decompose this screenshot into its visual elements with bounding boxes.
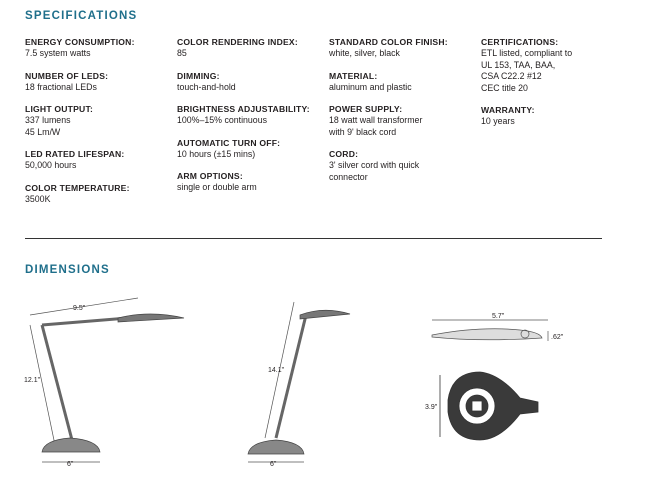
- spec-value: touch-and-hold: [177, 81, 236, 92]
- spec-label: NUMBER OF LEDS:: [25, 70, 109, 81]
- lamp-double-arm-drawing: [30, 298, 184, 462]
- height-label: 14.1": [268, 367, 285, 374]
- base-width-label: 6": [67, 461, 74, 468]
- base-width-label: 6": [270, 461, 277, 468]
- spec-value: 3500K: [25, 193, 51, 204]
- spec-value: 18 watt wall transformer with 9' black cord: [329, 115, 423, 137]
- lamp-single-arm-drawing: [248, 302, 350, 462]
- spec-label: BRIGHTNESS ADJUSTABILITY:: [177, 104, 310, 114]
- specifications-heading: SPECIFICATIONS: [25, 10, 138, 22]
- led-core: [472, 401, 482, 411]
- lamp-head: [118, 314, 184, 322]
- spec-value: white, silver, black: [329, 48, 400, 58]
- spec-value: 85: [177, 48, 187, 58]
- spec-value: aluminum and plastic: [329, 81, 412, 92]
- spec-value: 337 lumens 45 Lm/W: [25, 115, 71, 137]
- spec-value: ETL listed, compliant to UL 153, TAA, BAA, CSA C22.2 #12 CEC title 20: [481, 48, 573, 93]
- lamp-base: [42, 438, 100, 452]
- spec-value: 18 fractional LEDs: [25, 81, 97, 92]
- spec-value: 10 hours (±15 mins): [177, 148, 256, 159]
- dimensions-heading: DIMENSIONS: [25, 264, 110, 276]
- head-top-view-drawing: [440, 372, 538, 440]
- spec-value: 10 years: [481, 116, 515, 126]
- lower-arm: [42, 325, 72, 440]
- depth-label: 3.9": [425, 404, 438, 411]
- spec-label: DIMMING:: [177, 70, 220, 81]
- spec-value: single or double arm: [177, 182, 257, 192]
- reach-label: 9.5": [73, 305, 86, 312]
- spec-label: LIGHT OUTPUT:: [25, 104, 94, 114]
- spec-label: COLOR RENDERING INDEX:: [177, 37, 298, 47]
- upper-arm: [42, 318, 128, 325]
- spec-label: CORD:: [329, 149, 359, 159]
- spec-label: STANDARD COLOR FINISH:: [329, 37, 448, 47]
- lamp-head: [300, 310, 350, 319]
- height-label: 12.1": [24, 377, 41, 384]
- spec-label: MATERIAL:: [329, 70, 378, 81]
- spec-value: 3' silver cord with quick connector: [329, 160, 420, 182]
- spec-label: ARM OPTIONS:: [177, 171, 243, 181]
- spec-label: POWER SUPPLY:: [329, 104, 403, 114]
- spec-label: LED RATED LIFESPAN:: [25, 149, 125, 159]
- spec-value: 100%–15% continuous: [177, 115, 267, 125]
- thickness-label: .62": [551, 334, 564, 341]
- spec-value: 50,000 hours: [25, 160, 77, 170]
- width-label: 5.7": [492, 313, 505, 320]
- lamp-base: [248, 440, 304, 454]
- arm: [276, 315, 306, 438]
- spec-value: 7.5 system watts: [25, 48, 91, 58]
- spec-label: COLOR TEMPERATURE:: [25, 182, 130, 193]
- spec-label: WARRANTY:: [481, 105, 535, 115]
- height-dimension-line: [30, 325, 55, 445]
- spec-label: CERTIFICATIONS:: [481, 37, 559, 47]
- head-side-view-drawing: [432, 320, 548, 341]
- spec-label: ENERGY CONSUMPTION:: [25, 37, 135, 47]
- spec-label: AUTOMATIC TURN OFF:: [177, 137, 281, 148]
